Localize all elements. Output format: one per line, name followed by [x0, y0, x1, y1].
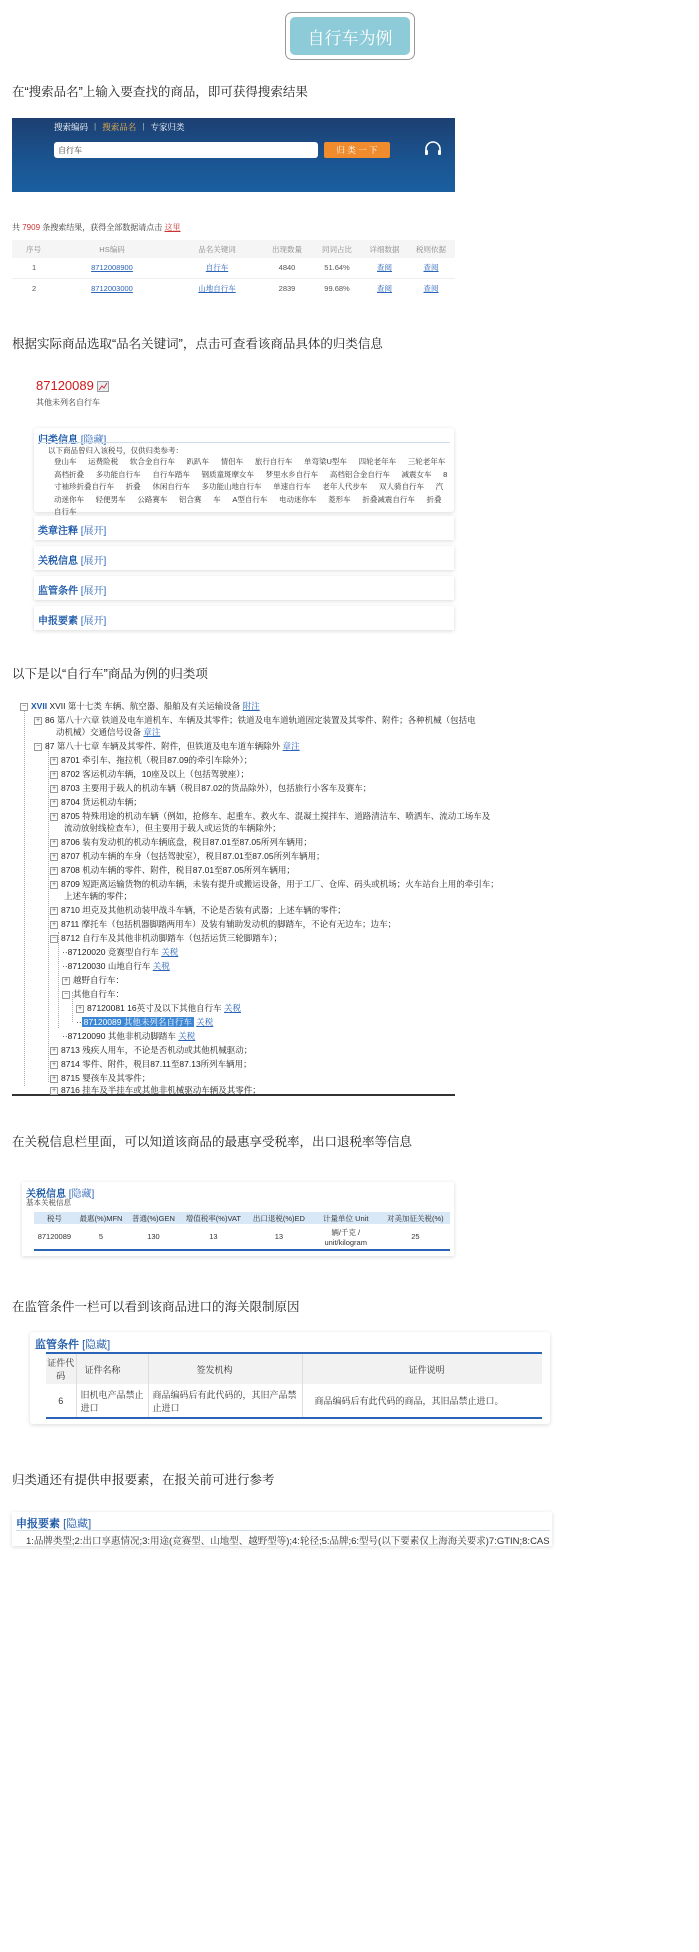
declaration-panel	[12, 1512, 552, 1546]
search-tabs: 搜索编码 | 搜索品名 | 专家归类	[54, 121, 185, 132]
tree-node[interactable]: − 其他自行车：	[63, 989, 125, 999]
search-input[interactable]: 自行车	[54, 142, 318, 158]
section-tariff[interactable]: 关税信息 [展开]	[34, 546, 454, 570]
detail-code: 87120089	[36, 378, 109, 393]
paragraph-1: 在“搜索品名”上输入要查找的商品，即可获得搜索结果	[12, 85, 308, 99]
classify-title: 归类信息 [隐藏]	[38, 435, 107, 446]
tree-leaf[interactable]: ··87120090 其他非机动脚踏车 关税	[62, 1031, 196, 1041]
tree-leaf[interactable]: ··87120020 竞赛型自行车 关税	[62, 947, 179, 957]
tree-node: 动机械）交通信号设备 章注	[56, 727, 161, 737]
tab-expert[interactable]: 专家归类	[150, 122, 185, 132]
tree-node[interactable]: + 8710 坦克及其他机动装甲战斗车辆，不论是否装有武器；上述车辆的零件；	[51, 905, 346, 915]
paragraph-3: 以下是以“自行车”商品为例的归类项	[12, 667, 208, 681]
tree-node[interactable]: + 8714 零件、附件，税目87.11至87.13所列车辆用；	[51, 1059, 252, 1069]
section-declaration[interactable]: 申报要素 [展开]	[34, 606, 454, 630]
search-button[interactable]: 归 类 一 下	[324, 142, 390, 158]
tree-node[interactable]: − 87 第八十七章 车辆及其零件、附件，但铁道及电车道车辆除外 章注	[35, 741, 300, 751]
tree-node[interactable]: + 8707 机动车辆的车身（包括驾驶室），税目87.01至87.05所列车辆用；	[51, 851, 325, 861]
section-notes[interactable]: 类章注释 [展开]	[34, 516, 454, 540]
supervision-title: 监管条件 [隐藏]	[35, 1339, 111, 1351]
tree-node[interactable]: + 8708 机动车辆的零件、附件，税目87.01至87.05所列车辆用；	[51, 865, 295, 875]
paragraph-4: 在关税信息栏里面，可以知道该商品的最惠享受税率，出口退税率等信息	[12, 1135, 413, 1149]
classify-toggle[interactable]: [隐藏]	[80, 435, 107, 446]
classify-panel	[34, 428, 457, 516]
tree-node[interactable]: − XVII XVII 第十七类 车辆、航空器、船舶及有关运输设备 附注	[21, 701, 260, 711]
tab-search-code[interactable]: 搜索编码	[54, 122, 89, 132]
classification-tree	[12, 696, 499, 1096]
classify-items: 登山车 运费险税 软合金自行车 趴趴车 情侣车 旅行自行车 单弯梁U型车 四轮老年车 三轮老年车 高档折叠 多功能自行车 自行车踏车 钢质童斑摩女车 梦里水乡自行车 高档铝合金自行车 减震女车 8寸袖珍折叠自行车 折叠 休闲自行车 多功能山地自行车 单速自行车 老年人代步车 双人骑自行车 汽动迷你车 轻便男车 公路赛车 铝合赛 车 A型自行车 电动迷你车 菱形车 折叠减震自行车 折叠自行车	[54, 457, 457, 516]
tariff-title: 关税信息 [隐藏]	[26, 1189, 95, 1200]
tree-node: 上述车辆的零件；	[64, 891, 133, 901]
tariff-table: 税号 最惠(%)MFN 普通(%)GEN 增值税率(%)VAT 出口退税(%)ED 计量单位 Unit 对美加征关税(%) 87120089 5 130 13 13 辆/千克 / unit/kilogram 25	[34, 1212, 450, 1251]
supervision-toggle[interactable]: [隐藏]	[82, 1339, 111, 1351]
results-summary: 共 7909 条搜索结果，获得全部数据请点击 这里	[12, 223, 181, 232]
results-header-row: 序号 HS编码 品名关键词 出现数量 同词占比 详细数据 税则依据	[12, 240, 455, 258]
tree-node: 流动放射线检查车），但主要用于载人或运货的车辆除外；	[64, 823, 281, 833]
tab-search-name[interactable]: 搜索品名	[102, 122, 137, 132]
table-row: 2 8712003000 山地自行车 2839 99.68% 查阅 查阅	[32, 283, 439, 293]
declaration-title: 申报要素 [隐藏]	[16, 1518, 92, 1530]
section-supervision[interactable]: 监管条件 [展开]	[34, 576, 454, 600]
search-banner	[12, 118, 455, 192]
tree-node[interactable]: + 8713 残疾人用车，不论是否机动或其他机械驱动；	[51, 1045, 253, 1055]
tree-node[interactable]: − 8712 自行车及其他非机动脚踏车（包括运货三轮脚踏车）；	[51, 933, 283, 943]
paragraph-5: 在监管条件一栏可以看到该商品进口的海关限制原因	[12, 1300, 300, 1314]
tree-node[interactable]: + 8716 挂车及半挂车或其他非机械驱动车辆及其零件；	[51, 1085, 261, 1095]
tree-node[interactable]: + 8702 客运机动车辆，10座及以上（包括驾驶座）；	[51, 769, 249, 779]
page-title: 自行车为例	[290, 17, 410, 55]
tree-node[interactable]: + 8705 特殊用途的机动车辆（例如，抢修车、起重车、救火车、混凝土搅拌车、道路清洁车、喷洒车、流动工场车及	[51, 811, 491, 821]
tariff-panel	[22, 1182, 454, 1256]
tree-node[interactable]: + 8706 装有发动机的机动车辆底盘，税目87.01至87.05所列车辆用；	[51, 837, 312, 847]
detail-name: 其他未列名自行车	[36, 398, 100, 407]
tree-node[interactable]: + 8709 短距离运输货物的机动车辆，未装有提升或搬运设备，用于工厂、仓库、码头或机场；火车站台上用的牵引车；	[51, 879, 499, 889]
tree-node[interactable]: + 8711 摩托车（包括机器脚踏两用车）及装有辅助发动机的脚踏车，不论有无边车；边车；	[51, 919, 397, 929]
results-table	[12, 240, 455, 298]
supervision-panel	[30, 1332, 550, 1424]
tree-node[interactable]: + 86 第八十六章 铁道及电车道机车、车辆及其零件；铁道及电车道轨道固定装置及其零件、附件；各种机械（包括电	[35, 715, 476, 725]
paragraph-2: 根据实际商品选取“品名关键词”，点击可查看该商品具体的归类信息	[12, 337, 383, 351]
paragraph-6: 归类通还有提供申报要素，在报关前可进行参考	[12, 1473, 275, 1487]
declaration-text: 1:品牌类型;2:出口享惠情况;3:用途(竞赛型、山地型、越野型等);4:轮径;5:品牌;6:型号(以下要素仅上海海关要求)7:GTIN;8:CAS	[26, 1536, 550, 1547]
tree-node[interactable]: + 8703 主要用于载人的机动车辆（税目87.02的货品除外），包括旅行小客车及赛车；	[51, 783, 372, 793]
headset-icon[interactable]	[422, 138, 444, 160]
declaration-toggle[interactable]: [隐藏]	[63, 1518, 92, 1530]
tariff-subtitle: 基本关税信息	[26, 1198, 71, 1207]
table-row: 6 旧机电产品禁止进口 商品编码后有此代码的，其旧产品禁止进口 商品编码后有此代码的商品，其旧品禁止进口。	[46, 1384, 542, 1418]
tree-node[interactable]: + 8715 婴孩车及其零件；	[51, 1073, 151, 1083]
chart-icon[interactable]	[97, 381, 109, 392]
tree-leaf-selected[interactable]: ·· 87120089 其他未列名自行车 关税	[76, 1017, 214, 1027]
tree-node[interactable]: + 8701 牵引车、拖拉机（税目87.09的牵引车除外）；	[51, 755, 253, 765]
tree-leaf[interactable]: ··87120030 山地自行车 关税	[62, 961, 170, 971]
table-row: 1 8712008900 自行车 4840 51.64% 查阅 查阅	[12, 258, 455, 278]
tree-node[interactable]: + 87120081 16英寸及以下其他自行车 关税	[77, 1003, 242, 1013]
title-box	[285, 12, 415, 60]
classify-note: 以下商品曾归入该税号，仅供归类参考：	[48, 446, 183, 455]
tree-node[interactable]: + 8704 货运机动车辆；	[51, 797, 142, 807]
supervision-table: 证件代码 证件名称 签发机构 证件说明 6 旧机电产品禁止进口 商品编码后有此代码的，其旧产品禁止进口 商品编码后有此代码的商品，其旧品禁止进口。	[46, 1354, 542, 1419]
tree-node[interactable]: + 越野自行车：	[63, 975, 125, 985]
tariff-toggle[interactable]: [隐藏]	[68, 1189, 95, 1200]
results-link[interactable]: 这里	[164, 223, 181, 232]
table-row: 87120089 5 130 13 13 辆/千克 / unit/kilogram 25	[37, 1227, 420, 1247]
